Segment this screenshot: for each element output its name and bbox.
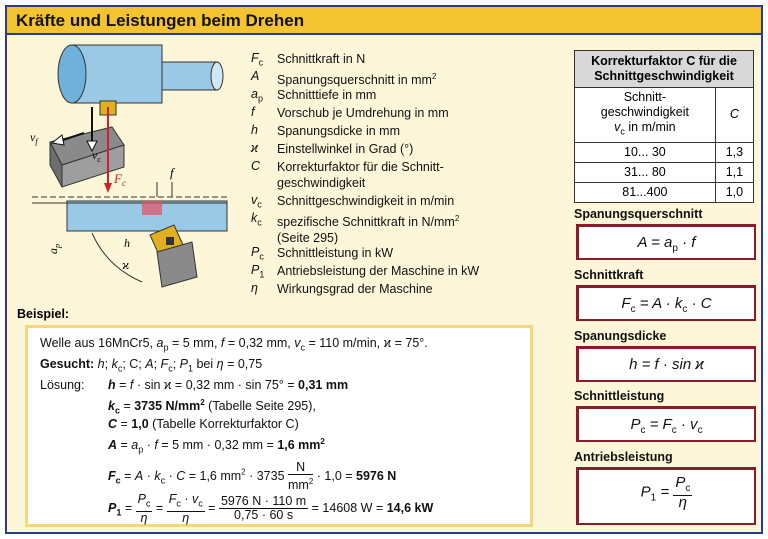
legend-description: Spanungsdicke in mm <box>277 124 400 138</box>
formula-schnittkraft: $F_c = A \cdot k_c \cdot C$ <box>576 285 756 321</box>
table-row: 31... 80 1,1 <box>575 162 754 182</box>
h-label: h <box>124 236 130 250</box>
f-label: f <box>170 165 174 180</box>
workpiece-end <box>58 45 86 103</box>
legend-description: Schnitttiefe in mm <box>277 88 377 102</box>
legend-symbol: $k_c$ <box>251 211 262 228</box>
legend-description: Schnittkraft in N <box>277 52 366 66</box>
heading-schnittleistung: Schnittleistung <box>574 389 665 403</box>
table-header: Korrekturfaktor C für die Schnittgeschwindigkeit <box>575 51 754 88</box>
legend-symbol: $P_c$ <box>251 245 264 262</box>
col-speed-header: Schnitt- geschwindigkeit $v_c$ in m/min <box>575 88 716 143</box>
legend-description: Schnittgeschwindigkeit in m/min <box>277 194 455 208</box>
solution-p1: $P_1$ = $\frac{P_c}{\eta}$ = $\frac{F_c \cdot v_c}{\eta}$ = $\frac{5976 N \cdot 110 m}{0,75 \cdot 60 s}$ = 14608 W = 14,6 kW <box>108 492 434 525</box>
ap-label: $a_p$ <box>46 244 62 254</box>
legend-description: Einstellwinkel in Grad (°) <box>277 142 414 156</box>
page-title: Kräfte und Leistungen beim Drehen <box>16 11 305 30</box>
solution-h: h = f · sin ϰ = 0,32 mm · sin 75° = 0,31 mm <box>108 378 349 392</box>
legend-symbol: η <box>251 281 258 295</box>
solution-fc: $F_c = A \cdot k_c \cdot C = 1,6$ $mm^2 \cdot 3735$ $\frac{N}{mm^2}$ · 1,0 = 5976 N <box>108 460 397 493</box>
kappa-label: ϰ <box>122 257 130 272</box>
formula-spanungsquerschnitt: $A = a_p \cdot f$ <box>576 224 756 260</box>
heading-spanungsdicke: Spanungsdicke <box>574 329 667 343</box>
heading-antriebsleistung: Antriebsleistung <box>574 450 673 464</box>
legend-description: Antriebsleistung der Maschine in kW <box>277 264 480 278</box>
legend-symbol: C <box>251 159 261 173</box>
table-row: 81...400 1,0 <box>575 182 754 202</box>
formula-spanungsdicke: h = f · sin ϰ <box>576 346 756 382</box>
table-row: 10... 30 1,3 <box>575 142 754 162</box>
vc-label: $v_c$ <box>92 148 101 164</box>
legend-symbol: f <box>251 105 255 119</box>
example-label: Beispiel: <box>17 307 70 321</box>
correction-factor-table <box>574 50 754 203</box>
legend-description: Wirkungsgrad der Maschine <box>277 282 433 296</box>
heading-spanungsquerschnitt: Spanungsquerschnitt <box>574 207 703 221</box>
legend-symbol: A <box>251 69 260 83</box>
legend-symbol: ϰ <box>251 141 259 155</box>
turning-diagram <box>12 37 237 299</box>
legend-symbol: $F_c$ <box>251 51 264 68</box>
heading-schnittkraft: Schnittkraft <box>574 268 644 282</box>
example-sought: Gesucht: h; $k_c$; C; A; $F_c$; $P_1$ bei η = 0,75 <box>40 357 263 374</box>
title-bar <box>7 7 761 35</box>
page-frame <box>5 5 763 534</box>
example-given: Welle aus 16MnCr5, $a_p = 5$ mm, f = 0,32 mm, $v_c = 110$ m/min, ϰ = 75°. <box>40 336 428 353</box>
legend-description: Spanungsquerschnitt in $mm^2$ <box>277 72 437 88</box>
vf-label: $v_f$ <box>30 130 38 146</box>
example-solution-label: Lösung: <box>40 378 85 392</box>
solution-c: C = 1,0 (Tabelle Korrekturfaktor C) <box>108 417 299 431</box>
formula-schnittleistung: $P_c = F_c \cdot v_c$ <box>576 406 756 442</box>
example-box <box>25 325 533 527</box>
legend-symbol: $v_c$ <box>251 193 262 210</box>
legend-description: Schnittleistung in kW <box>277 246 394 260</box>
workpiece-small <box>162 62 217 90</box>
legend-symbol: h <box>251 123 258 137</box>
legend-symbol: $a_p$ <box>251 87 263 104</box>
formula-antriebsleistung: $P_1$ = $\frac{P_c}{\eta}$ <box>576 467 756 525</box>
legend-description: spezifische Schnittkraft in $N/mm^2$ (Seite 295) <box>277 214 460 246</box>
legend-symbol: $P_1$ <box>251 263 265 280</box>
legend-description: Vorschub je Umdrehung in mm <box>277 106 449 120</box>
solution-kc: $k_c = 3735$ $N/mm^2$ (Tabelle Seite 295), <box>108 398 316 416</box>
legend-description: Korrekturfaktor für die Schnitt- geschwindigkeit <box>277 160 444 190</box>
fc-label: $F_c$ <box>114 171 126 188</box>
col-c-header: C <box>715 88 753 143</box>
solution-a: $A = a_p \cdot f = 5$ mm · 0,32 mm = 1,6 $mm^2$ <box>108 437 325 455</box>
